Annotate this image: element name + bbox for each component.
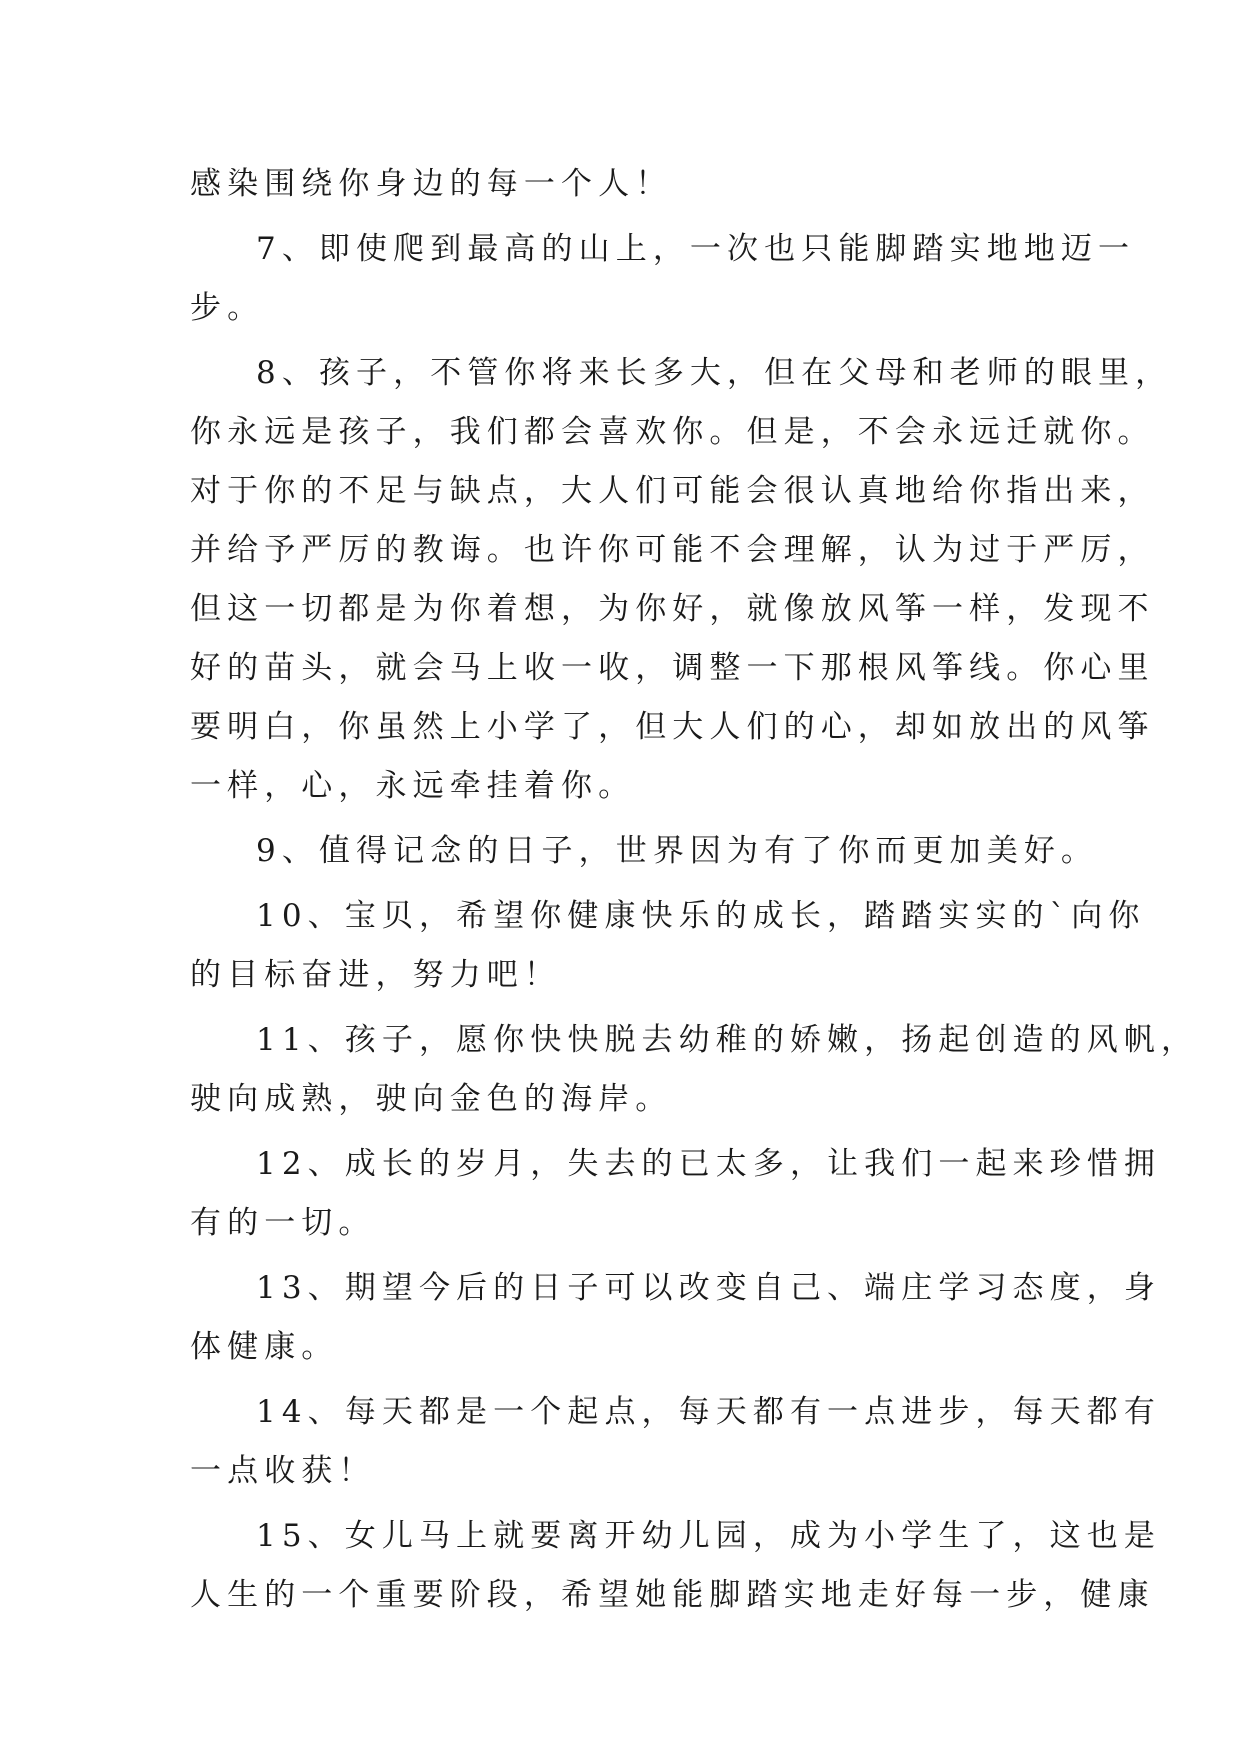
text-line: 14、每天都是一个起点，每天都有一点进步，每天都有 (256, 1394, 1161, 1430)
paragraph-item-11 (190, 1011, 1199, 1129)
paragraph-item-12 (190, 1135, 1161, 1253)
text-line: 15、女儿马上就要离开幼儿园，成为小学生了，这也是 (256, 1518, 1161, 1554)
text-line: 10、宝贝，希望你健康快乐的成长，踏踏实实的`向你 (256, 898, 1146, 934)
text-line: 步。 (190, 290, 265, 326)
text-line: 一样，心，永远牵挂着你。 (190, 768, 636, 804)
text-line: 驶向成熟，驶向金色的海岸。 (190, 1081, 673, 1117)
text-line: 对于你的不足与缺点，大人们可能会很认真地给你指出来， (190, 473, 1155, 509)
text-line: 有的一切。 (190, 1205, 376, 1241)
text-line: 的目标奋进，努力吧！ (190, 957, 561, 993)
paragraph-item-14 (190, 1383, 1161, 1501)
text-line: 一点收获！ (190, 1453, 376, 1489)
text-line: 好的苗头，就会马上收一收，调整一下那根风筝线。你心里 (190, 650, 1155, 686)
text-line: 12、成长的岁月，失去的已太多，让我们一起来珍惜拥 (256, 1146, 1161, 1182)
text-line: 11、孩子，愿你快快脱去幼稚的娇嫩，扬起创造的风帆， (256, 1022, 1199, 1058)
text-line: 要明白，你虽然上小学了，但大人们的心，却如放出的风筝 (190, 709, 1155, 745)
text-line: 并给予严厉的教诲。也许你可能不会理解，认为过于严厉， (190, 532, 1155, 568)
text-line: 7、即使爬到最高的山上，一次也只能脚踏实地地迈一 (256, 231, 1136, 267)
text-line: 感染围绕你身边的每一个人！ (190, 166, 673, 202)
text-line: 你永远是孩子，我们都会喜欢你。但是，不会永远迁就你。 (190, 414, 1155, 450)
text-line: 人生的一个重要阶段，希望她能脚踏实地走好每一步，健康 (190, 1577, 1155, 1613)
text-line: 体健康。 (190, 1329, 339, 1365)
paragraph-item-10 (190, 887, 1146, 1005)
text-line: 13、期望今后的日子可以改变自己、端庄学习态度，身 (256, 1270, 1161, 1306)
paragraph-item-15 (190, 1507, 1161, 1625)
paragraph-continuation (190, 155, 1055, 214)
paragraph-item-8 (190, 344, 1173, 816)
text-line: 9、值得记念的日子，世界因为有了你而更加美好。 (256, 833, 1099, 869)
text-line: 但这一切都是为你着想，为你好，就像放风筝一样，发现不 (190, 591, 1155, 627)
document-page (190, 155, 1199, 1631)
paragraph-item-13 (190, 1259, 1161, 1377)
text-line: 8、孩子，不管你将来长多大，但在父母和老师的眼里， (256, 355, 1173, 391)
paragraph-item-9 (190, 822, 1099, 881)
paragraph-item-7 (190, 220, 1136, 338)
